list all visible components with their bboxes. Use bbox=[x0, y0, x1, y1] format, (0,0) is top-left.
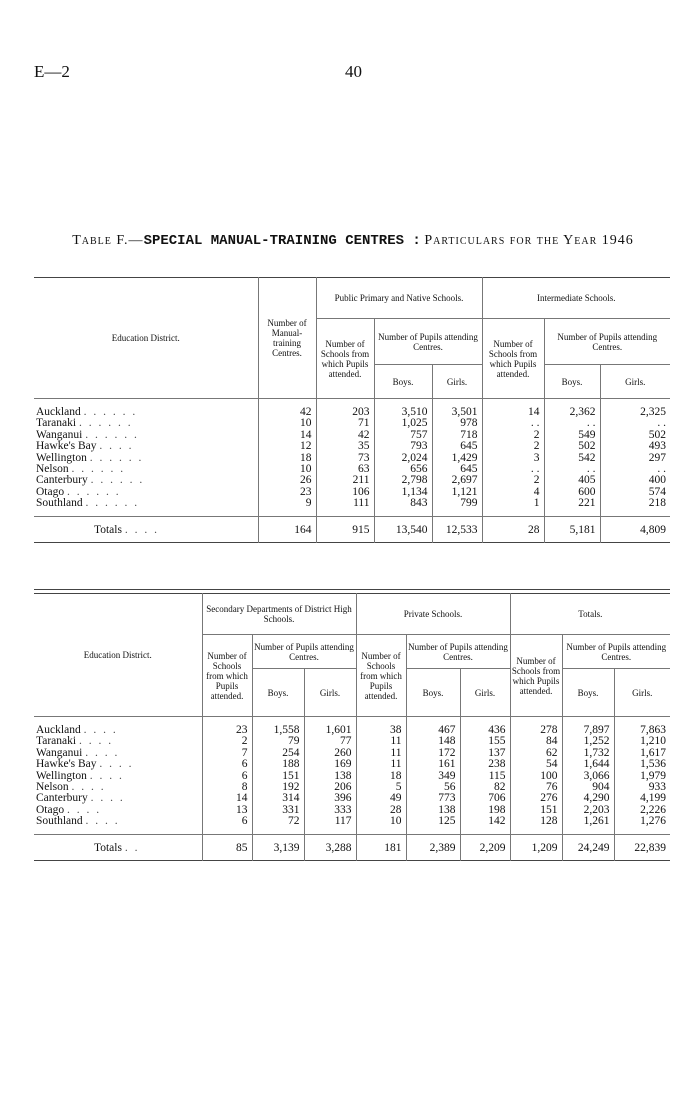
cell: 148 bbox=[406, 736, 460, 747]
totals-label: Totals bbox=[94, 523, 122, 536]
table-row bbox=[34, 782, 670, 793]
cell: 333 bbox=[304, 805, 356, 816]
cell: 5,181 bbox=[544, 516, 600, 542]
cell: 111 bbox=[316, 498, 374, 516]
hdr-education-district: Education District. bbox=[111, 333, 180, 343]
cell: 23 bbox=[202, 717, 252, 737]
cell: 151 bbox=[510, 805, 562, 816]
cell: 254 bbox=[252, 748, 304, 759]
cell: 933 bbox=[614, 782, 670, 793]
cell: 600 bbox=[544, 487, 600, 498]
cell: 915 bbox=[316, 516, 374, 542]
cell: 169 bbox=[304, 759, 356, 770]
cell: 198 bbox=[460, 805, 510, 816]
cell: 706 bbox=[460, 793, 510, 804]
hdr-primary-group: Public Primary and Native Schools. bbox=[316, 278, 482, 319]
cell: 172 bbox=[406, 748, 460, 759]
dot-leader: . . . . . . bbox=[83, 406, 138, 418]
cell: 1,558 bbox=[252, 717, 304, 737]
hdr-inter-schools-from: Number of Schools from which Pupils attended. bbox=[482, 319, 544, 399]
cell: 297 bbox=[600, 453, 670, 464]
cell: 405 bbox=[544, 475, 600, 486]
cell: . . bbox=[544, 418, 600, 429]
cell: 2,203 bbox=[562, 805, 614, 816]
cell: 757 bbox=[374, 430, 432, 441]
hdr-private-pupils: Number of Pupils attending Centres. bbox=[406, 635, 510, 669]
table-row bbox=[34, 771, 670, 782]
cell: 79 bbox=[252, 736, 304, 747]
cell: 84 bbox=[510, 736, 562, 747]
cell: 155 bbox=[460, 736, 510, 747]
cell: 73 bbox=[316, 453, 374, 464]
cell: 12,533 bbox=[432, 516, 482, 542]
table-secondary-private-totals bbox=[34, 593, 670, 861]
dot-leader: . . . . . . bbox=[85, 428, 139, 441]
cell: 904 bbox=[562, 782, 614, 793]
cell: 62 bbox=[510, 748, 562, 759]
cell: 1,121 bbox=[432, 487, 482, 498]
cell: 3,501 bbox=[432, 399, 482, 419]
cell: 38 bbox=[356, 717, 406, 737]
cell: 1,644 bbox=[562, 759, 614, 770]
hdr-totals-schools-from: Number of Schools from which Pupils attended. bbox=[510, 635, 562, 717]
cell: 2 bbox=[202, 736, 252, 747]
cell: 188 bbox=[252, 759, 304, 770]
table-row bbox=[34, 759, 670, 770]
cell: 2,697 bbox=[432, 475, 482, 486]
cell: 3,288 bbox=[304, 834, 356, 860]
hdr-primary-schools-from: Number of Schools from which Pupils attended. bbox=[316, 319, 374, 399]
title-prefix: Table F.— bbox=[72, 233, 144, 248]
cell: 24,249 bbox=[562, 834, 614, 860]
cell: 203 bbox=[316, 399, 374, 419]
cell: 9 bbox=[258, 498, 316, 516]
dot-leader: . . bbox=[124, 841, 140, 854]
cell: 843 bbox=[374, 498, 432, 516]
cell: 125 bbox=[406, 816, 460, 834]
cell: 142 bbox=[460, 816, 510, 834]
hdr-totals-group: Totals. bbox=[510, 594, 670, 635]
hdr-inter-boys: Boys. bbox=[544, 365, 600, 399]
table-row bbox=[34, 816, 670, 834]
cell: 645 bbox=[432, 441, 482, 452]
cell: . . bbox=[600, 464, 670, 475]
cell: 542 bbox=[544, 453, 600, 464]
cell: 138 bbox=[304, 771, 356, 782]
dot-leader: . . . . bbox=[85, 815, 120, 828]
dot-leader: . . . . . . bbox=[66, 485, 121, 498]
dot-leader: . . . . bbox=[99, 758, 134, 771]
hdr-private-schools-from: Number of Schools from which Pupils attended. bbox=[356, 635, 406, 717]
cell: 467 bbox=[406, 717, 460, 737]
cell: 77 bbox=[304, 736, 356, 747]
cell: 1,601 bbox=[304, 717, 356, 737]
hdr-totals-boys: Boys. bbox=[562, 669, 614, 717]
hdr-secondary-group: Secondary Departments of District High Schools. bbox=[202, 594, 356, 635]
cell: 314 bbox=[252, 793, 304, 804]
cell: 76 bbox=[510, 782, 562, 793]
cell: 106 bbox=[316, 487, 374, 498]
table-row bbox=[34, 453, 670, 464]
totals-row bbox=[34, 516, 670, 542]
dot-leader: . . . . . . bbox=[85, 497, 140, 510]
district-name: Auckland bbox=[36, 406, 81, 418]
cell: 218 bbox=[600, 498, 670, 516]
page-number: 40 bbox=[345, 62, 362, 81]
cell: 138 bbox=[406, 805, 460, 816]
cell: 2,024 bbox=[374, 453, 432, 464]
cell: 63 bbox=[316, 464, 374, 475]
cell: 161 bbox=[406, 759, 460, 770]
cell: 5 bbox=[356, 782, 406, 793]
cell: 793 bbox=[374, 441, 432, 452]
cell: 11 bbox=[356, 736, 406, 747]
district-name: Nelson bbox=[36, 463, 69, 476]
page-id: E—2 bbox=[34, 62, 70, 81]
cell: 773 bbox=[406, 793, 460, 804]
cell: 349 bbox=[406, 771, 460, 782]
cell: 151 bbox=[252, 771, 304, 782]
cell: 1,209 bbox=[510, 834, 562, 860]
cell: 13,540 bbox=[374, 516, 432, 542]
cell: 221 bbox=[544, 498, 600, 516]
cell: 18 bbox=[258, 453, 316, 464]
hdr-private-girls: Girls. bbox=[460, 669, 510, 717]
cell: 7,863 bbox=[614, 717, 670, 737]
cell: . . bbox=[482, 418, 544, 429]
cell: 4,809 bbox=[600, 516, 670, 542]
dot-leader: . . . . bbox=[66, 803, 102, 816]
cell: 331 bbox=[252, 805, 304, 816]
cell: 2,389 bbox=[406, 834, 460, 860]
cell: 6 bbox=[202, 771, 252, 782]
cell: 978 bbox=[432, 418, 482, 429]
cell: 117 bbox=[304, 816, 356, 834]
district-name: Wanganui bbox=[36, 746, 83, 759]
cell: 10 bbox=[258, 418, 316, 429]
cell: 2,798 bbox=[374, 475, 432, 486]
cell: 18 bbox=[356, 771, 406, 782]
cell: 1,732 bbox=[562, 748, 614, 759]
cell: 1,276 bbox=[614, 816, 670, 834]
cell: 1,979 bbox=[614, 771, 670, 782]
district-name: Taranaki bbox=[36, 735, 77, 748]
cell: 396 bbox=[304, 793, 356, 804]
cell: 3,139 bbox=[252, 834, 304, 860]
cell: 1,617 bbox=[614, 748, 670, 759]
hdr-inter-girls: Girls. bbox=[600, 365, 670, 399]
title-suffix: Particulars for the Year 1946 bbox=[424, 233, 634, 248]
hdr-private-boys: Boys. bbox=[406, 669, 460, 717]
district-name: Canterbury bbox=[36, 474, 88, 487]
cell: 1,252 bbox=[562, 736, 614, 747]
dot-leader: . . . . bbox=[78, 735, 114, 748]
dot-leader: . . . . bbox=[90, 792, 125, 805]
cell: 3 bbox=[482, 453, 544, 464]
cell: 8 bbox=[202, 782, 252, 793]
hdr-secondary-girls: Girls. bbox=[304, 669, 356, 717]
cell: . . bbox=[600, 418, 670, 429]
cell: 2 bbox=[482, 430, 544, 441]
dot-leader: . . . . . . bbox=[90, 474, 145, 487]
cell: 2,325 bbox=[600, 399, 670, 419]
hdr-private-group: Private Schools. bbox=[356, 594, 510, 635]
hdr-intermediate-group: Intermediate Schools. bbox=[482, 278, 670, 319]
cell: 22,839 bbox=[614, 834, 670, 860]
table-row bbox=[34, 736, 670, 747]
dot-leader: . . . . bbox=[83, 724, 118, 736]
cell: 2,226 bbox=[614, 805, 670, 816]
totals-label: Totals bbox=[94, 841, 122, 854]
cell: 115 bbox=[460, 771, 510, 782]
cell: 49 bbox=[356, 793, 406, 804]
dot-leader: . . . . bbox=[71, 781, 106, 794]
cell: 85 bbox=[202, 834, 252, 860]
cell: . . bbox=[544, 464, 600, 475]
cell: 12 bbox=[258, 441, 316, 452]
cell: 11 bbox=[356, 759, 406, 770]
cell: 6 bbox=[202, 816, 252, 834]
cell: 260 bbox=[304, 748, 356, 759]
cell: 549 bbox=[544, 430, 600, 441]
cell: 1,536 bbox=[614, 759, 670, 770]
table-row bbox=[34, 793, 670, 804]
cell: 42 bbox=[316, 430, 374, 441]
dot-leader: . . . . bbox=[85, 746, 120, 759]
cell: 10 bbox=[258, 464, 316, 475]
dot-leader: . . . . . . bbox=[89, 451, 144, 464]
district-name: Wanganui bbox=[36, 428, 83, 441]
district-name: Southland bbox=[36, 497, 83, 510]
hdr-primary-girls: Girls. bbox=[432, 365, 482, 399]
cell: . . bbox=[482, 464, 544, 475]
cell: 4 bbox=[482, 487, 544, 498]
table-row bbox=[34, 805, 670, 816]
cell: 656 bbox=[374, 464, 432, 475]
hdr-totals-girls: Girls. bbox=[614, 669, 670, 717]
table-title bbox=[36, 232, 670, 250]
cell: 7,897 bbox=[562, 717, 614, 737]
cell: 14 bbox=[482, 399, 544, 419]
cell: 14 bbox=[258, 430, 316, 441]
cell: 1,025 bbox=[374, 418, 432, 429]
district-name: Wellington bbox=[36, 451, 87, 464]
cell: 1,210 bbox=[614, 736, 670, 747]
dot-leader: . . . . . . bbox=[71, 463, 126, 476]
cell: 82 bbox=[460, 782, 510, 793]
cell: 1,134 bbox=[374, 487, 432, 498]
cell: 54 bbox=[510, 759, 562, 770]
cell: 13 bbox=[202, 805, 252, 816]
cell: 493 bbox=[600, 441, 670, 452]
cell: 72 bbox=[252, 816, 304, 834]
district-name: Canterbury bbox=[36, 792, 88, 805]
cell: 28 bbox=[356, 805, 406, 816]
cell: 23 bbox=[258, 487, 316, 498]
cell: 11 bbox=[356, 748, 406, 759]
cell: 436 bbox=[460, 717, 510, 737]
cell: 2,209 bbox=[460, 834, 510, 860]
cell: 502 bbox=[544, 441, 600, 452]
hdr-secondary-boys: Boys. bbox=[252, 669, 304, 717]
hdr-inter-pupils: Number of Pupils attending Centres. bbox=[544, 319, 670, 365]
district-name: Otago bbox=[36, 485, 65, 498]
hdr-primary-boys: Boys. bbox=[374, 365, 432, 399]
district-name: Hawke's Bay bbox=[36, 758, 97, 771]
cell: 164 bbox=[258, 516, 316, 542]
cell: 3,510 bbox=[374, 399, 432, 419]
cell: 100 bbox=[510, 771, 562, 782]
cell: 71 bbox=[316, 418, 374, 429]
cell: 42 bbox=[258, 399, 316, 419]
hdr-num-centres: Number of Manual-training Centres. bbox=[258, 278, 316, 399]
cell: 137 bbox=[460, 748, 510, 759]
table-primary-intermediate bbox=[34, 277, 670, 543]
cell: 2 bbox=[482, 475, 544, 486]
cell: 4,290 bbox=[562, 793, 614, 804]
totals-row bbox=[34, 834, 670, 860]
table-row bbox=[34, 498, 670, 516]
divider bbox=[34, 589, 670, 590]
cell: 400 bbox=[600, 475, 670, 486]
cell: 645 bbox=[432, 464, 482, 475]
hdr-totals-pupils: Number of Pupils attending Centres. bbox=[562, 635, 670, 669]
hdr-secondary-pupils: Number of Pupils attending Centres. bbox=[252, 635, 356, 669]
district-name: Otago bbox=[36, 803, 65, 816]
cell: 276 bbox=[510, 793, 562, 804]
cell: 192 bbox=[252, 782, 304, 793]
cell: 128 bbox=[510, 816, 562, 834]
cell: 181 bbox=[356, 834, 406, 860]
cell: 1,429 bbox=[432, 453, 482, 464]
cell: 6 bbox=[202, 759, 252, 770]
cell: 574 bbox=[600, 487, 670, 498]
hdr-secondary-schools-from: Number of Schools from which Pupils attended. bbox=[202, 635, 252, 717]
cell: 10 bbox=[356, 816, 406, 834]
district-name: Nelson bbox=[36, 781, 69, 794]
cell: 14 bbox=[202, 793, 252, 804]
district-name: Auckland bbox=[36, 724, 81, 736]
cell: 1 bbox=[482, 498, 544, 516]
district-name: Southland bbox=[36, 815, 83, 828]
cell: 502 bbox=[600, 430, 670, 441]
dot-leader: . . . . . . bbox=[78, 417, 133, 430]
cell: 238 bbox=[460, 759, 510, 770]
cell: 7 bbox=[202, 748, 252, 759]
dot-leader: . . . . bbox=[89, 769, 124, 782]
cell: 211 bbox=[316, 475, 374, 486]
dot-leader: . . . . bbox=[124, 523, 159, 536]
cell: 718 bbox=[432, 430, 482, 441]
dot-leader: . . . . bbox=[99, 440, 134, 453]
cell: 26 bbox=[258, 475, 316, 486]
cell: 56 bbox=[406, 782, 460, 793]
hdr-education-district: Education District. bbox=[83, 650, 152, 660]
district-name: Taranaki bbox=[36, 417, 77, 430]
cell: 278 bbox=[510, 717, 562, 737]
cell: 1,261 bbox=[562, 816, 614, 834]
cell: 3,066 bbox=[562, 771, 614, 782]
hdr-primary-pupils: Number of Pupils attending Centres. bbox=[374, 319, 482, 365]
title-main: SPECIAL MANUAL-TRAINING CENTRES : bbox=[143, 233, 421, 249]
cell: 2 bbox=[482, 441, 544, 452]
cell: 4,199 bbox=[614, 793, 670, 804]
cell: 2,362 bbox=[544, 399, 600, 419]
district-name: Hawke's Bay bbox=[36, 440, 97, 453]
cell: 799 bbox=[432, 498, 482, 516]
district-name: Wellington bbox=[36, 769, 87, 782]
cell: 28 bbox=[482, 516, 544, 542]
table-row bbox=[34, 399, 670, 419]
table-row bbox=[34, 717, 670, 737]
cell: 206 bbox=[304, 782, 356, 793]
cell: 35 bbox=[316, 441, 374, 452]
